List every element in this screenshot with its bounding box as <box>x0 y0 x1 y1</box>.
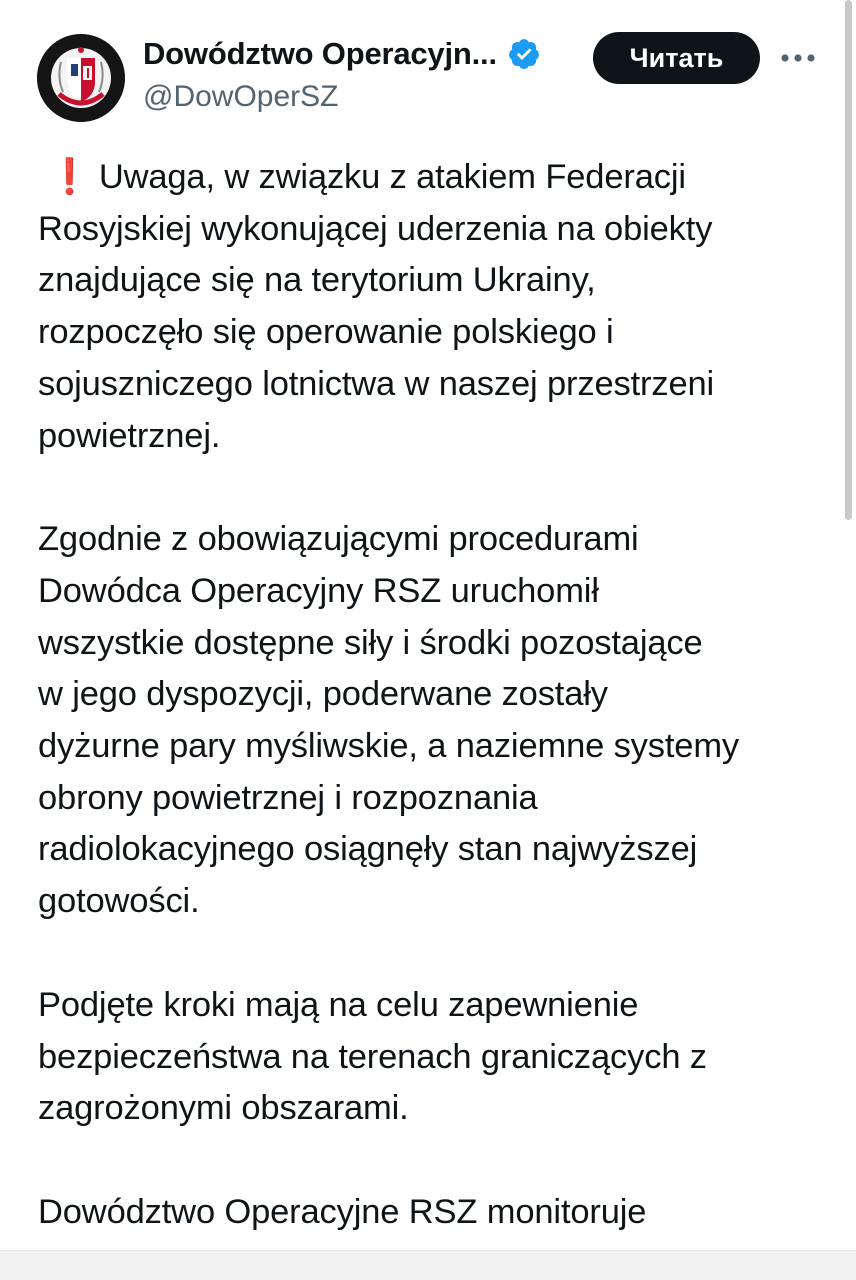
user-handle[interactable]: @DowOperSZ <box>143 80 339 113</box>
scrollbar[interactable] <box>845 0 852 520</box>
military-emblem-logo <box>37 34 125 122</box>
avatar[interactable] <box>37 34 125 122</box>
tweet-paragraph-2: Zgodnie z obowiązującymi procedurami Dowódca Operacyjny RSZ uruchomił wszystkie dostępne siły i środki pozostające w jego dyspozycji, poderwane zostały dyżurne pary myśliwskie, a naziemne systemy obrony powietrznej i rozpoznania radiolokacyjnego osiągnęły stan najwyższej gotowości. <box>38 520 740 921</box>
tweet-header <box>0 0 856 130</box>
tweet-text <box>38 152 838 1280</box>
verified-badge-icon <box>507 37 541 71</box>
follow-button[interactable]: Читать <box>593 32 760 84</box>
more-dots-icon <box>780 53 816 63</box>
tweet-paragraph-3: Podjęte kroki mają na celu zapewnienie bezpieczeństwa na terenach graniczących z zagrożonymi obszarami. <box>38 985 707 1128</box>
display-name-row <box>143 34 541 74</box>
more-options-icon[interactable] <box>778 40 818 76</box>
tweet-paragraph-1 <box>38 152 838 462</box>
display-name[interactable]: Dowództwo Operacyjn... <box>143 36 497 71</box>
alert-exclamation-icon: ❗ <box>48 158 91 196</box>
tweet-paragraph-4: Dowództwo Operacyjne RSZ monitoruje <box>38 1192 647 1231</box>
tweet-paragraph-1-text: Uwaga, w związku z atakiem Federacji Rosyjskiej wykonującej uderzenia na obiekty znajdujące się na terytorium Ukrainy, rozpoczęło się operowanie polskiego i sojuszniczego lotnictwa w naszej przestrzeni powietrznej. <box>38 158 715 455</box>
bottom-bar <box>0 1250 856 1280</box>
